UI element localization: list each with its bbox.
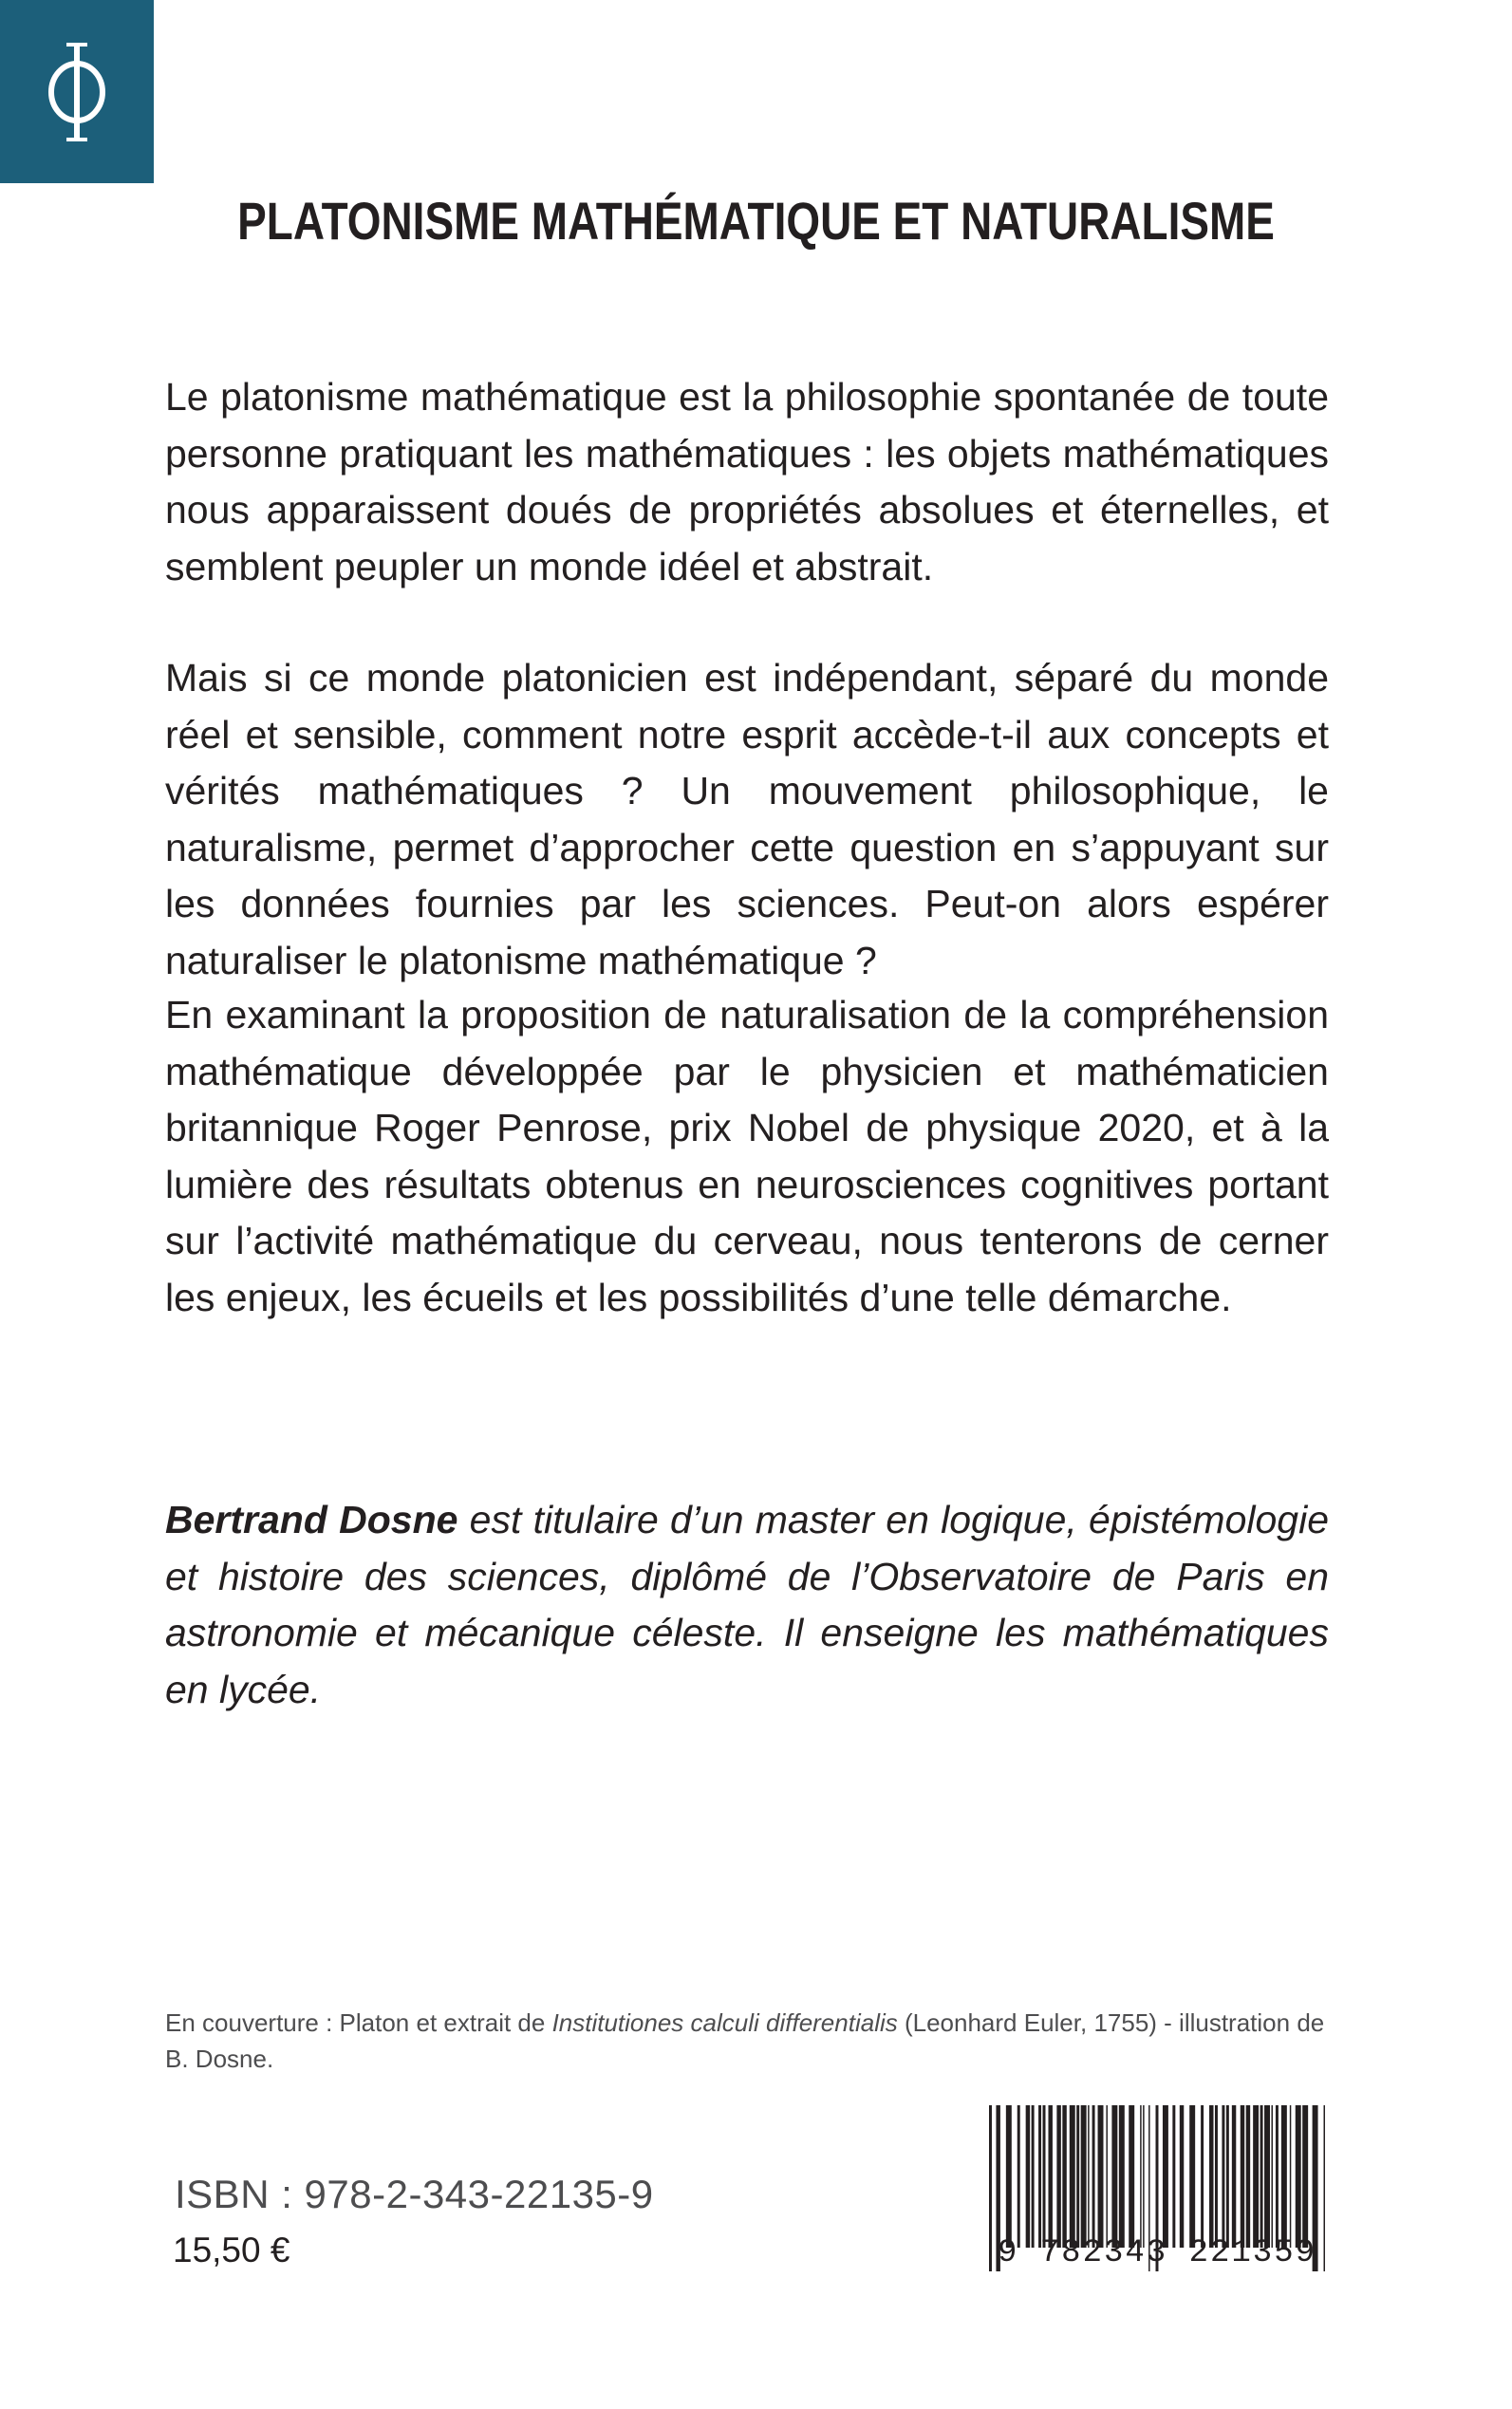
barcode-bar [1081, 2105, 1087, 2248]
barcode-bar [1017, 2105, 1020, 2248]
barcode-bar [1038, 2105, 1041, 2248]
summary-paragraph-1: Le platonisme mathématique est la philosophie spontanée de toute personne pratiquant les mathématiques : les objets mathématiques nous apparaissent doués de propriétés absolues et éternelles, et semblent peupler un monde idéel et abstrait. [165, 375, 1329, 588]
barcode-bar [1140, 2105, 1141, 2248]
barcode-bar [1209, 2105, 1213, 2248]
barcode-bar [1111, 2105, 1117, 2248]
summary-paragraph-3: En examinant la proposition de naturalisation de la compréhension mathématique développée par le physicien et mathématicien britannique Roger Penrose, prix Nobel de physique 2020, et à la lumière des résultats obtenus en neurosciences cognitives portant sur l’activité mathématique du cerveau, nous tenterons de cerner les enjeux, les écueils et les possibilités d’une telle démarche. [165, 993, 1329, 1319]
barcode-bar [1281, 2105, 1287, 2248]
barcode-bar [1180, 2105, 1184, 2248]
barcode-bar [1092, 2105, 1095, 2248]
barcode-bar [1232, 2105, 1236, 2248]
barcode-digits: 9 782343 221359 [997, 2235, 1317, 2271]
price: 15,50 € [173, 2231, 290, 2269]
barcode-bar [1172, 2105, 1175, 2248]
author-name: Bertrand Dosne [165, 1498, 458, 1541]
author-bio [165, 1492, 1329, 1718]
phi-icon [44, 35, 110, 149]
barcode-bar [1296, 2105, 1301, 2248]
barcode-bar [1106, 2105, 1107, 2248]
barcode-bar [1241, 2105, 1244, 2248]
publisher-logo [0, 0, 154, 183]
barcode-bar [1129, 2105, 1134, 2248]
barcode-bar [1253, 2105, 1259, 2248]
barcode-bar [1062, 2105, 1066, 2248]
cover-credit [165, 2005, 1329, 2077]
barcode-bar [1302, 2105, 1308, 2248]
barcode-bar [1226, 2105, 1229, 2248]
barcode-bar [1163, 2105, 1168, 2248]
barcode-bar [1070, 2105, 1075, 2248]
barcode-bar [1264, 2105, 1270, 2248]
barcode-bar [1276, 2105, 1279, 2248]
barcode-bar [1246, 2105, 1250, 2248]
barcode-bar [1222, 2105, 1224, 2248]
barcode-bar [1098, 2105, 1104, 2248]
author-bio-text: est titulaire d’un master en logique, épistémologie et histoire des sciences, diplômé de l’Observatoire de Paris en astronomie et mécanique céleste. Il enseigne les mathématiques en lycée. [165, 1498, 1329, 1711]
cover-credit-prefix: En couverture : Platon et extrait de [165, 2008, 552, 2037]
barcode-bar [1201, 2105, 1204, 2248]
isbn: ISBN : 978-2-343-22135-9 [175, 2172, 654, 2216]
barcode-bar [1076, 2105, 1079, 2248]
barcode-bar [1026, 2105, 1030, 2248]
barcode-bar [1006, 2105, 1012, 2248]
barcode-bar [1271, 2105, 1272, 2248]
barcode-bar [1088, 2105, 1089, 2248]
barcode-bar [1189, 2105, 1195, 2248]
barcode-bar [1056, 2105, 1060, 2248]
barcode-bar [1119, 2105, 1125, 2248]
cover-credit-suffix: (Leonhard Euler, 1755) - illustration de B. Dosne. [165, 2008, 1325, 2073]
barcode-bar [1032, 2105, 1035, 2248]
barcode-bar [1043, 2105, 1046, 2248]
barcode-bar [1260, 2105, 1263, 2248]
summary-paragraph-2: Mais si ce monde platonicien est indépendant, séparé du monde réel et sensible, comment notre esprit accède-t-il aux concepts et vérités mathématiques ? Un mouvement philosophique, le naturalisme, permet d’approcher cette question en s’appuyant sur les données fournies par les sciences. Peut-on alors espérer naturaliser le platonisme mathématique ? [165, 656, 1329, 982]
barcode-bar [1290, 2105, 1291, 2248]
barcode-bar [1048, 2105, 1052, 2248]
book-title: PLATONISME MATHÉMATIQUE ET NATURALISME [237, 191, 1275, 251]
cover-credit-work-title: Institutiones calculi differentialis [551, 2008, 898, 2037]
barcode-bar [1215, 2105, 1218, 2248]
barcode-bar [1143, 2105, 1144, 2248]
